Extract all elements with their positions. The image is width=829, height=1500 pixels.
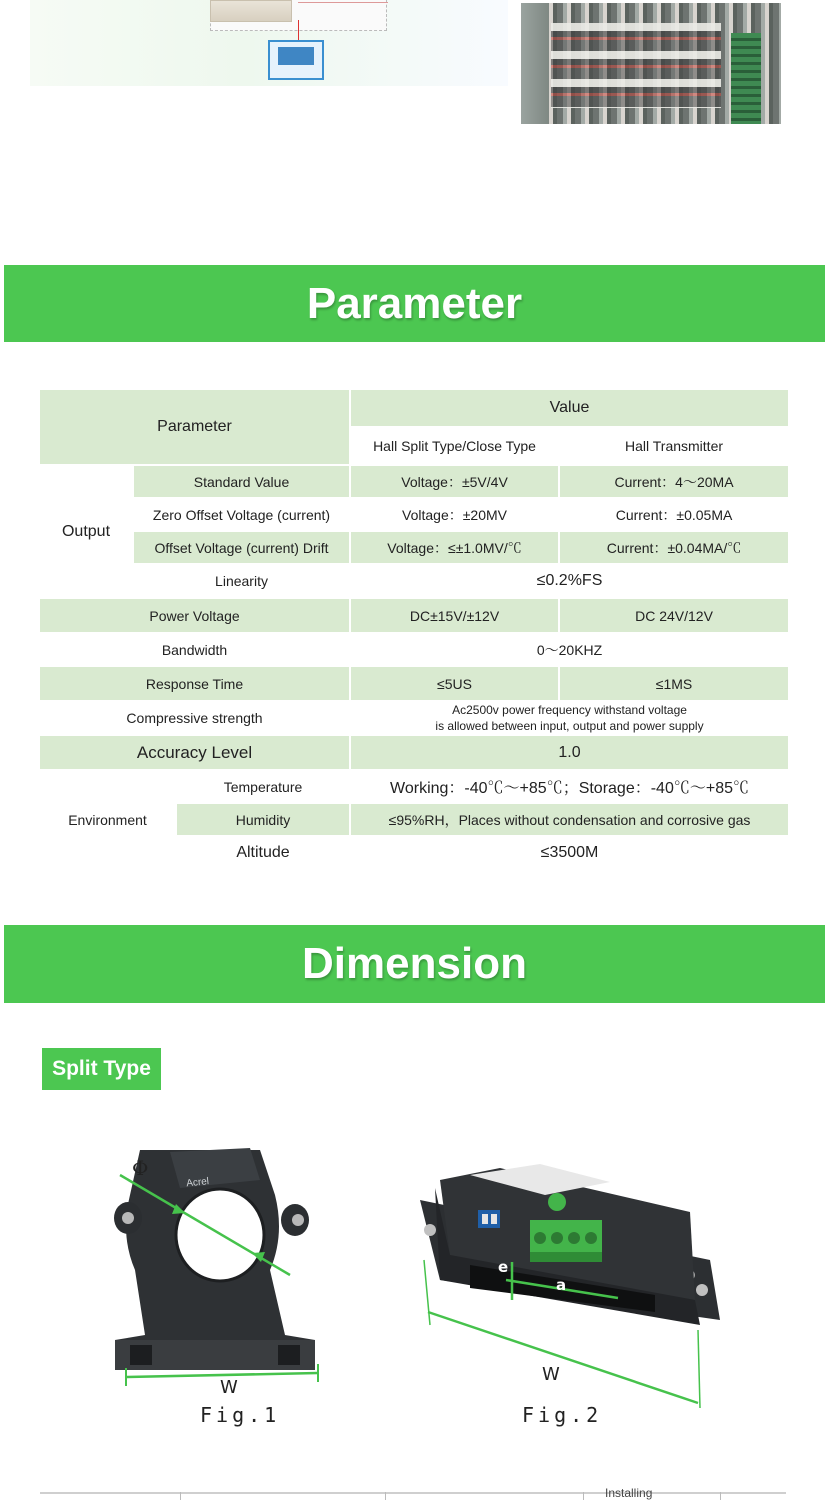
bottom-table-divider [583, 1492, 584, 1500]
fig1-split-sensor-drawing [100, 1140, 340, 1400]
accuracy-label: Accuracy Level [39, 735, 350, 770]
header-hall-transmitter: Hall Transmitter [559, 427, 789, 465]
zero-offset-transmitter: Current：±0.05MA [559, 498, 789, 531]
fig2-a-label: a [556, 1276, 567, 1294]
bottom-table-divider [180, 1492, 181, 1500]
bottom-partial-heading: Installing [605, 1486, 653, 1500]
bottom-table-divider [720, 1492, 721, 1500]
bandwidth-label: Bandwidth [39, 633, 350, 666]
fig1-phi-label: Φ [132, 1156, 149, 1180]
header-value: Value [350, 389, 789, 427]
zero-offset-split: Voltage：±20MV [350, 498, 559, 531]
fig1-caption: Fig.1 [200, 1403, 281, 1427]
temperature-value: Working：-40℃～+85℃；Storage：-40℃～+85℃ [350, 770, 789, 803]
humidity-value: ≤95%RH，Places without condensation and corrosive gas [350, 803, 789, 836]
compressive-label: Compressive strength [39, 701, 350, 735]
offset-drift-split: Voltage：≤±1.0MV/℃ [350, 531, 559, 564]
response-time-transmitter: ≤1MS [559, 666, 789, 701]
dimension-section-title: Dimension [4, 925, 825, 1003]
offset-drift-label: Offset Voltage (current) Drift [133, 531, 350, 564]
bandwidth-value: 0～20KHZ [350, 633, 789, 666]
cabinet-door [521, 3, 549, 124]
monitor-screen [278, 47, 314, 65]
parameter-table [38, 388, 790, 871]
altitude-label: Altitude [176, 836, 350, 870]
header-hall-split: Hall Split Type/Close Type [350, 427, 559, 465]
fig2-width-label: W [542, 1364, 560, 1385]
header-parameter: Parameter [39, 389, 350, 465]
environment-group-label: Environment [39, 770, 176, 870]
bottom-table-border [40, 1492, 786, 1494]
power-voltage-label: Power Voltage [39, 598, 350, 633]
diagram-connection-line [298, 20, 299, 42]
parameter-section-title: Parameter [4, 265, 825, 342]
fig2-caption: Fig.2 [522, 1403, 603, 1427]
output-group-label: Output [39, 465, 133, 598]
diagram-device-icon [210, 0, 292, 22]
linearity-label: Linearity [133, 564, 350, 598]
monitor-icon [268, 40, 324, 80]
humidity-label: Humidity [176, 803, 350, 836]
temperature-label: Temperature [176, 770, 350, 803]
accuracy-value: 1.0 [350, 735, 789, 770]
standard-value-split: Voltage：±5V/4V [350, 465, 559, 498]
fig1-brand-label: Acrel [185, 1176, 210, 1190]
sensor-rows [551, 23, 721, 108]
bottom-table-divider [385, 1492, 386, 1500]
split-type-tag: Split Type [42, 1048, 161, 1090]
cabinet-photo [521, 3, 781, 124]
terminal-rail [731, 33, 761, 124]
fig1-width-label: W [220, 1377, 238, 1398]
diagram-bus-line [298, 2, 388, 3]
offset-drift-transmitter: Current：±0.04MA/℃ [559, 531, 789, 564]
fig2-e-label: e [498, 1258, 509, 1276]
response-time-split: ≤5US [350, 666, 559, 701]
compressive-value: Ac2500v power frequency withstand voltage is allowed between input, output and power supply [350, 701, 789, 735]
linearity-value: ≤0.2%FS [350, 564, 789, 598]
fig2-transmitter-drawing [410, 1150, 730, 1410]
standard-value-label: Standard Value [133, 465, 350, 498]
system-diagram-image [30, 0, 508, 86]
zero-offset-label: Zero Offset Voltage (current) [133, 498, 350, 531]
power-voltage-split: DC±15V/±12V [350, 598, 559, 633]
response-time-label: Response Time [39, 666, 350, 701]
altitude-value: ≤3500M [350, 836, 789, 870]
fig2-width-line [428, 1312, 698, 1403]
power-voltage-transmitter: DC 24V/12V [559, 598, 789, 633]
standard-value-transmitter: Current：4～20MA [559, 465, 789, 498]
